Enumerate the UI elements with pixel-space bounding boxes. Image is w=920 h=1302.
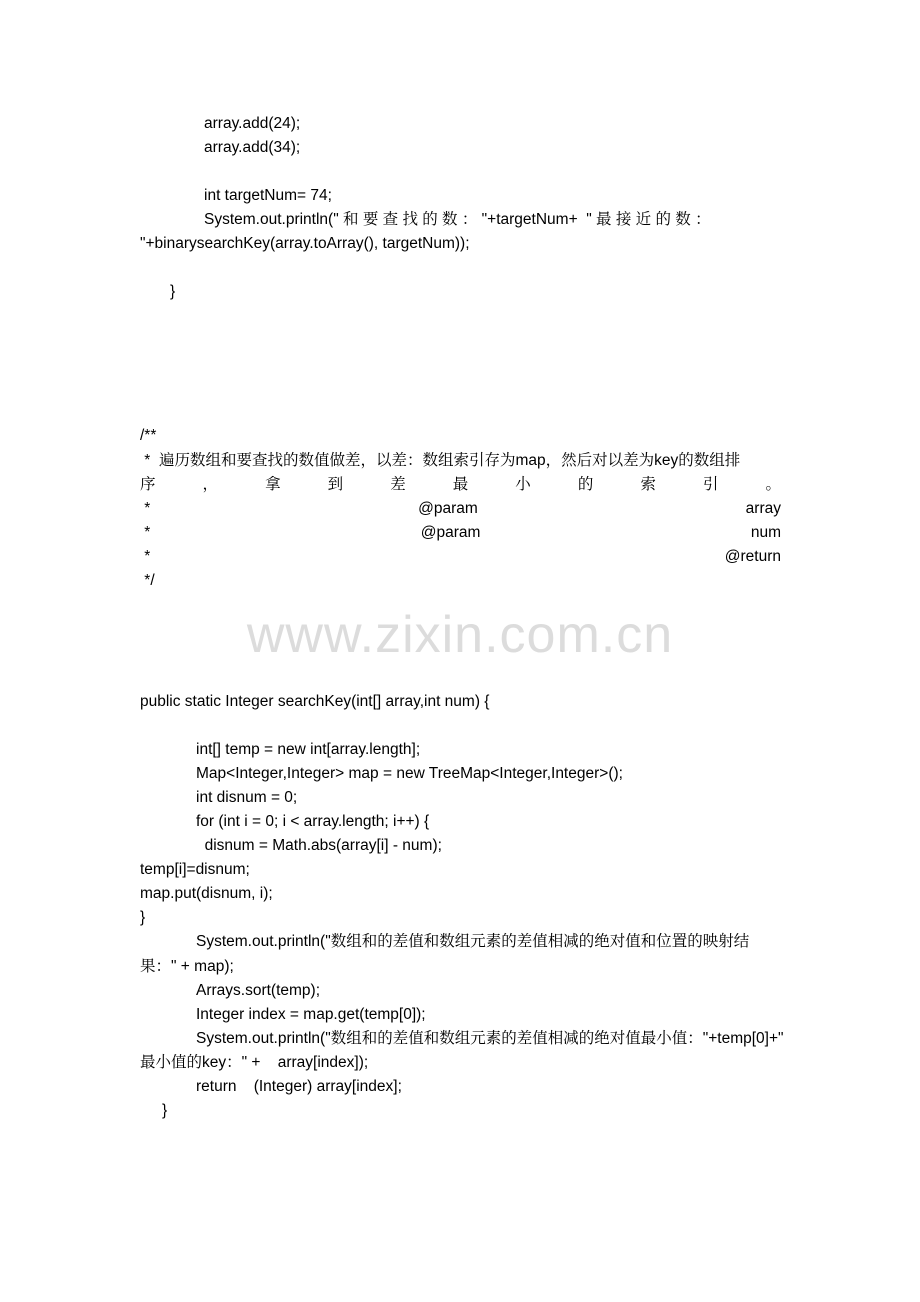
comment-char: 差 xyxy=(390,476,406,493)
param-name: array xyxy=(745,500,781,517)
comment-param-num xyxy=(140,523,781,543)
code-line: for (int i = 0; i < array.length; i++) { xyxy=(196,813,430,830)
comment-star: * xyxy=(140,500,151,517)
comment-star: * xyxy=(140,524,151,541)
code-line: temp[i]=disnum; xyxy=(140,861,250,878)
code-line: 果：" + map); xyxy=(140,958,234,975)
comment-char: ， xyxy=(202,476,219,493)
closing-brace: } xyxy=(170,283,176,300)
code-line: return (Integer) array[index]; xyxy=(196,1078,402,1095)
return-tag: @return xyxy=(724,548,781,565)
code-line: array.add(24); xyxy=(204,115,301,132)
code-line: 最小值的key：" + array[index]); xyxy=(140,1054,369,1071)
code-line: System.out.println(" 和 要 查 找 的 数 ： "+targetNum+ " 最 接 近 的 数 ： xyxy=(204,211,711,228)
code-line: Map<Integer,Integer> map = new TreeMap<Integer,Integer>(); xyxy=(196,765,623,782)
comment-star: * xyxy=(140,548,151,565)
comment-description: * 遍历数组和要查找的数值做差，以差：数组索引存为map，然后对以差为key的数组排 xyxy=(140,452,741,469)
comment-char: 引 xyxy=(702,476,719,493)
code-line: System.out.println("数组和的差值和数组元素的差值相减的绝对值和位置的映射结 xyxy=(196,933,750,950)
code-line: Arrays.sort(temp); xyxy=(196,982,321,999)
comment-char: 。 xyxy=(765,476,781,493)
param-tag: @param xyxy=(418,500,478,517)
comment-param-array xyxy=(140,499,781,519)
param-tag: @param xyxy=(420,524,481,541)
param-name: num xyxy=(750,524,781,541)
comment-char: 索 xyxy=(640,476,656,493)
comment-char: 到 xyxy=(327,476,344,493)
code-line: disnum = Math.abs(array[i] - num); xyxy=(196,837,442,854)
comment-close: */ xyxy=(140,572,155,589)
watermark: www.zixin.com.cn xyxy=(246,606,674,664)
comment-return xyxy=(140,547,781,567)
code-line: int targetNum= 74; xyxy=(204,187,332,204)
comment-char: 最 xyxy=(452,476,469,493)
comment-char: 拿 xyxy=(265,476,281,493)
code-line: int disnum = 0; xyxy=(196,789,298,806)
code-line: Integer index = map.get(temp[0]); xyxy=(196,1006,426,1023)
comment-open: /** xyxy=(140,427,157,444)
code-line: System.out.println("数组和的差值和数组元素的差值相减的绝对值最小值："+temp[0]+" xyxy=(196,1030,784,1047)
closing-brace: } xyxy=(162,1102,168,1119)
comment-char: 小 xyxy=(515,476,531,493)
method-signature: public static Integer searchKey(int[] array,int num) { xyxy=(140,693,490,710)
code-line: "+binarysearchKey(array.toArray(), targetNum)); xyxy=(140,235,470,252)
comment-char: 的 xyxy=(577,476,594,493)
closing-brace: } xyxy=(140,909,146,926)
code-line: map.put(disnum, i); xyxy=(140,885,273,902)
comment-char: 序 xyxy=(140,476,156,493)
code-line: array.add(34); xyxy=(204,139,301,156)
code-line: int[] temp = new int[array.length]; xyxy=(196,741,421,758)
comment-description-continued xyxy=(140,475,781,495)
